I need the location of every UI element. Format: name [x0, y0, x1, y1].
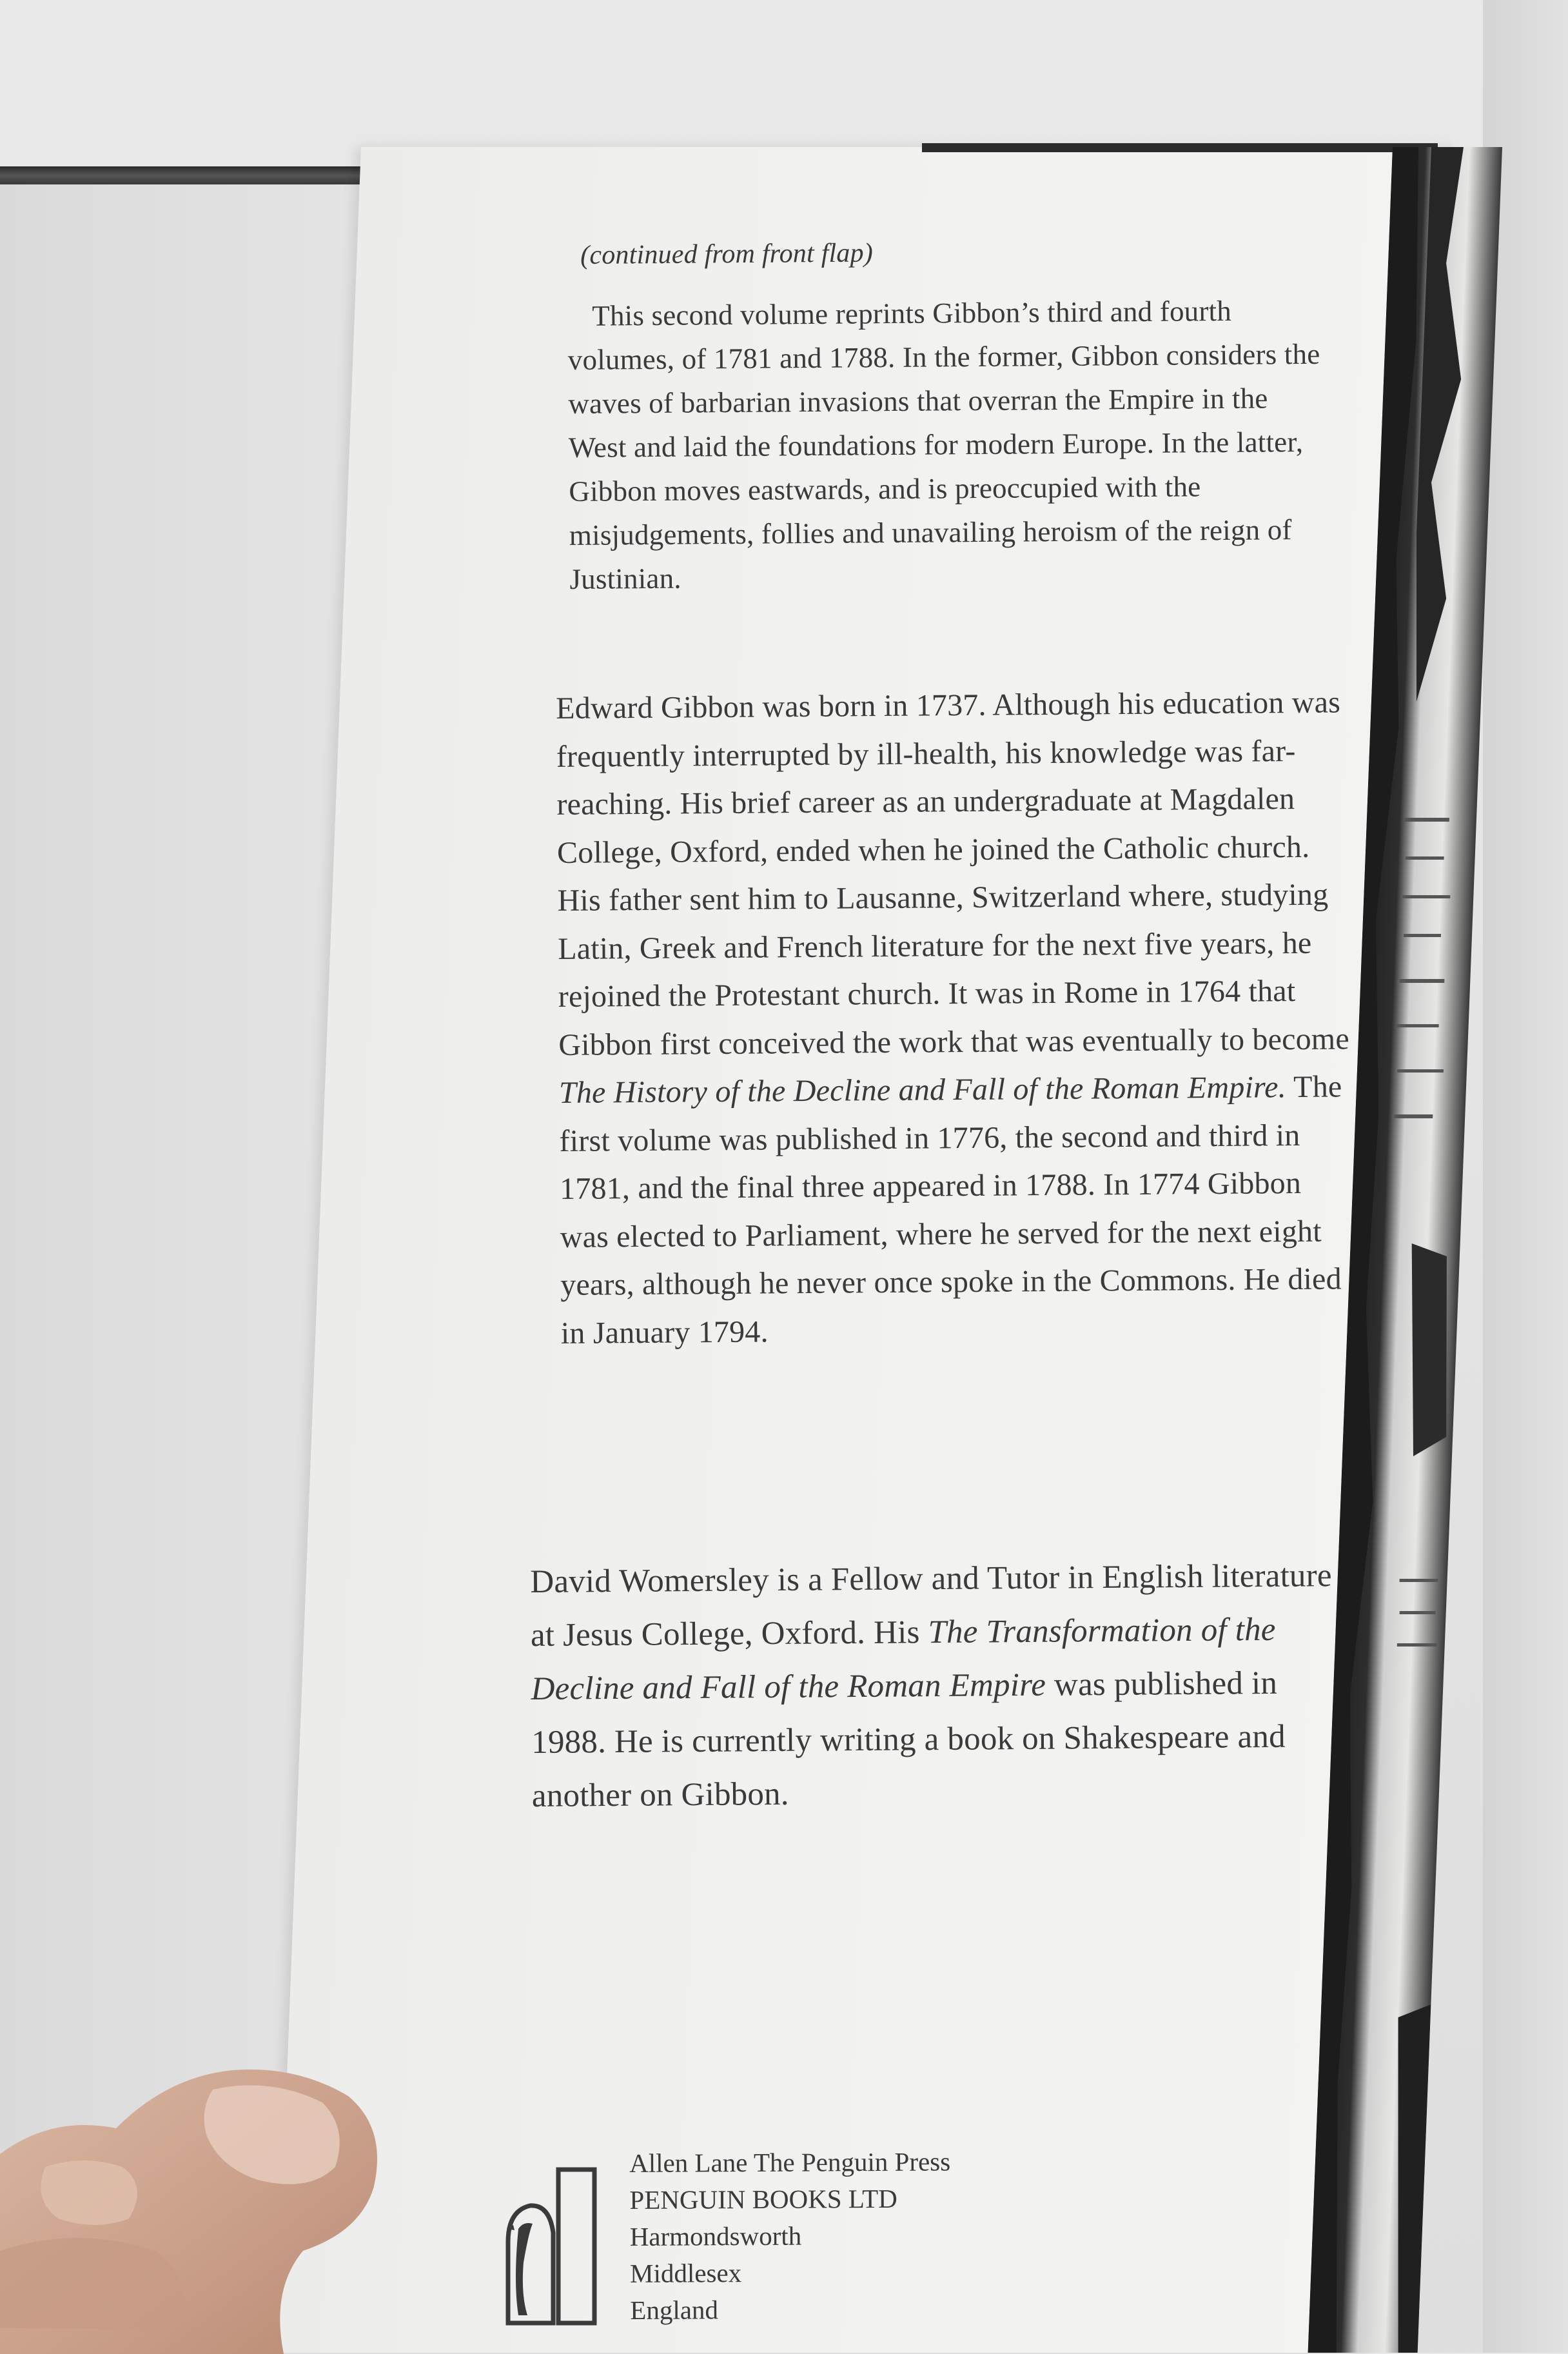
imprint-line-5: England	[630, 2295, 719, 2325]
volume-description: This second volume reprints Gibbon’s third and fourth volumes, of 1781 and 1788. In the former, Gibbon considers the waves of barbarian invasions that overran the Empire in the West and laid the foundations for modern Europe. In the latter, Gibbon moves eastwards, and is preoccupied with the misjudgements, follies and unavailing heroism of the reign of Justinian.	[567, 294, 1320, 595]
jacket-top-edge	[922, 143, 1438, 152]
editor-biography	[530, 1549, 1351, 1823]
background-right	[1483, 0, 1568, 2353]
editor-book-title: The Transformation of the Decline and Fall of the Roman Empire	[531, 1611, 1276, 1707]
editor-text-1: David Womersley is a Fellow and Tutor in English literature at Jesus College, Oxford. His	[530, 1558, 1332, 1654]
continued-note: (continued from front flap)	[580, 238, 874, 270]
imprint-line-1: Allen Lane The Penguin Press	[629, 2146, 951, 2178]
author-biography	[556, 678, 1354, 1358]
bio-book-title: The History of the Decline and Fall of the Roman Empire.	[558, 1070, 1287, 1110]
imprint-line-2: PENGUIN BOOKS LTD	[629, 2183, 897, 2215]
penguin-logo-icon	[504, 2166, 601, 2327]
bio-text-1: Edward Gibbon was born in 1737. Although his education was frequently interrupted by ill-health, his knowledge was far-reaching. His brief career as an undergraduate at Magdalen College, Oxford, ended when he joined the Catholic church. His father sent him to Lausanne, Switzerland where, studying Latin, Greek and French literature for the next five years, he rejoined the Protestant church. It was in Rome in 1764 that Gibbon first conceived the work that was eventually to become	[556, 685, 1350, 1062]
editor-text-2: was published in 1988. He is currently writing a book on Shakespeare and another on Gibbon.	[531, 1665, 1286, 1814]
thumb	[0, 2057, 413, 2354]
bio-text-2: The first volume was published in 1776, the second and third in 1781, and the final three appeared in 1788. In 1774 Gibbon was elected to Parliament, where he served for the next eight years, although he never once spoke in the Commons. He died in January 1794.	[559, 1069, 1342, 1350]
imprint-line-3: Harmondsworth	[629, 2220, 802, 2251]
imprint-line-4: Middlesex	[629, 2258, 742, 2288]
publisher-imprint	[629, 2143, 951, 2329]
